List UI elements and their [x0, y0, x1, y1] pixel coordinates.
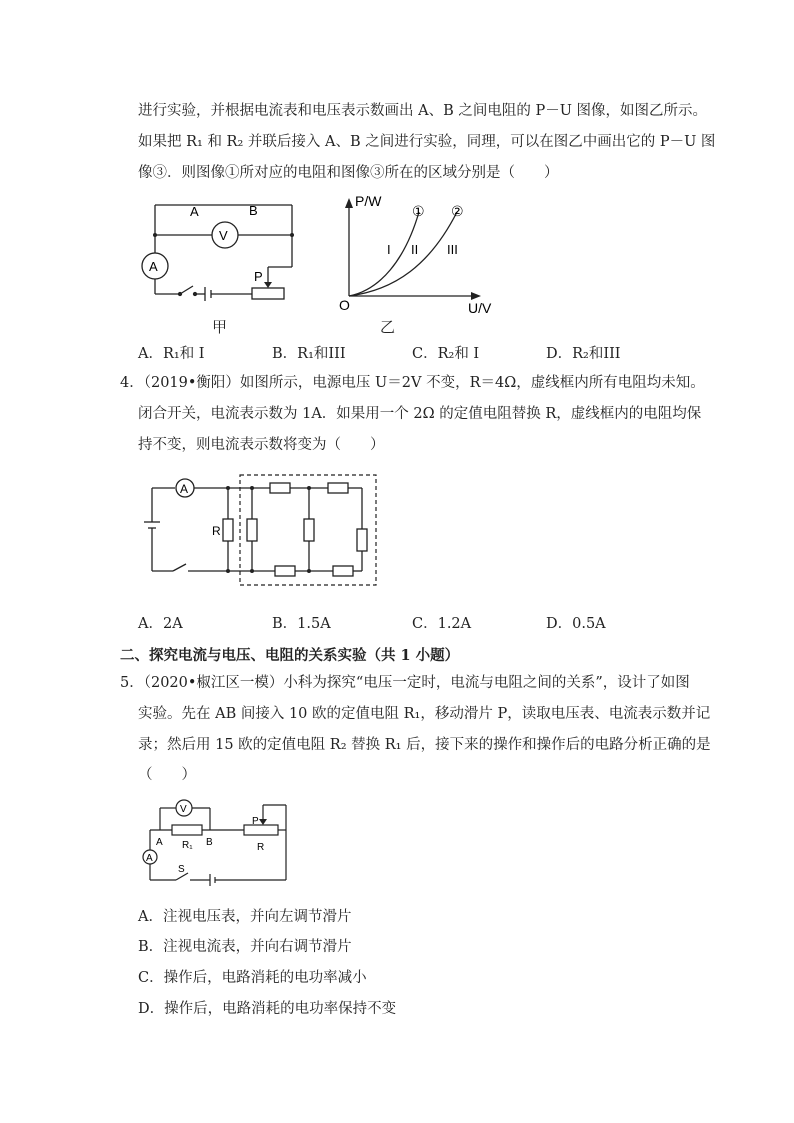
q4-ammeter-label: A [180, 482, 189, 496]
q5-option-c[interactable]: C．操作后，电路消耗的电功率减小 [138, 970, 367, 986]
q3-option-a[interactable]: A．R₁和 I [138, 346, 205, 362]
q4-line-2: 闭合开关，电流表示数为 1A．如果用一个 2Ω 的定值电阻替换 R，虚线框内的电阻均保 [138, 406, 702, 422]
q4-line-3: 持不变，则电流表示数将变为（ ） [138, 437, 385, 453]
graph-ylabel: P/W [355, 193, 382, 209]
q5-switch-label: S [178, 864, 185, 875]
q3-line-2: 如果把 R₁ 和 R₂ 并联后接入 A、B 之间进行实验，同理，可以在图乙中画出它的 P－U 图 [138, 134, 716, 150]
curve-2-label: ② [451, 203, 464, 219]
q5-slider-label: P [252, 816, 259, 827]
q4-option-c[interactable]: C．1.2A [412, 616, 472, 632]
q4-option-d[interactable]: D．0.5A [546, 616, 606, 632]
q3-label-b: B [249, 203, 258, 218]
q5-voltmeter-label: V [180, 804, 187, 815]
q5-line-3: 录；然后用 15 欧的定值电阻 R₂ 替换 R₁ 后，接下来的操作和操作后的电路分析正确的是 [138, 737, 711, 753]
graph-origin: O [339, 297, 350, 313]
q3-pu-graph [335, 190, 505, 315]
slider-label: P [254, 269, 263, 284]
q5-point-a-label: A [156, 837, 163, 848]
graph-xlabel: U/V [468, 300, 492, 315]
q3-label-a: A [190, 204, 199, 219]
q3-line-1: 进行实验，并根据电流表和电压表示数画出 A、B 之间电阻的 P－U 图像，如图乙所示。 [138, 103, 708, 119]
q5-line-1: 5．（2020•椒江区一模）小科为探究“电压一定时，电流与电阻之间的关系”，设计了如图 [120, 675, 690, 691]
q5-circuit-figure [138, 795, 298, 890]
q5-point-b-label: B [206, 837, 213, 848]
curve-1-label: ① [412, 203, 425, 219]
ammeter-label: A [149, 259, 158, 274]
q5-line-2: 实验。先在 AB 间接入 10 欧的定值电阻 R₁，移动滑片 P，读取电压表、电流表示数并记 [138, 706, 711, 722]
q3-option-c[interactable]: C．R₂和 I [412, 346, 480, 362]
q5-option-a[interactable]: A．注视电压表，并向左调节滑片 [138, 909, 352, 925]
q5-ammeter-label: A [146, 853, 153, 864]
region-2-label: II [411, 242, 419, 257]
q5-r1-label: R₁ [182, 840, 193, 851]
q5-line-4: （ ） [138, 767, 196, 783]
q3-option-b[interactable]: B．R₁和III [272, 346, 346, 362]
q3-option-d[interactable]: D．R₂和III [546, 346, 621, 362]
q3-fig-yi-caption: 乙 [380, 318, 396, 336]
q4-circuit-figure [140, 470, 385, 590]
section-2-title: 二、探究电流与电压、电阻的关系实验（共 1 小题） [120, 647, 460, 664]
q5-option-d[interactable]: D．操作后，电路消耗的电功率保持不变 [138, 1001, 397, 1017]
q4-option-a[interactable]: A．2A [138, 616, 183, 632]
q5-option-b[interactable]: B．注视电流表，并向右调节滑片 [138, 939, 352, 955]
voltmeter-label: V [219, 228, 228, 243]
q4-line-1: 4．（2019•衡阳）如图所示，电源电压 U＝2V 不变，R＝4Ω，虚线框内所有电阻均未知。 [120, 375, 705, 391]
q4-option-b[interactable]: B．1.5A [272, 616, 331, 632]
q5-rheostat-label: R [257, 842, 265, 853]
q4-resistor-label: R [212, 524, 221, 538]
q3-line-3: 像③．则图像①所对应的电阻和图像③所在的区域分别是（ ） [138, 165, 559, 181]
region-1-label: I [387, 242, 391, 257]
q3-circuit-figure [135, 195, 305, 315]
region-3-label: III [447, 242, 458, 257]
q3-fig-jia-caption: 甲 [212, 318, 228, 336]
